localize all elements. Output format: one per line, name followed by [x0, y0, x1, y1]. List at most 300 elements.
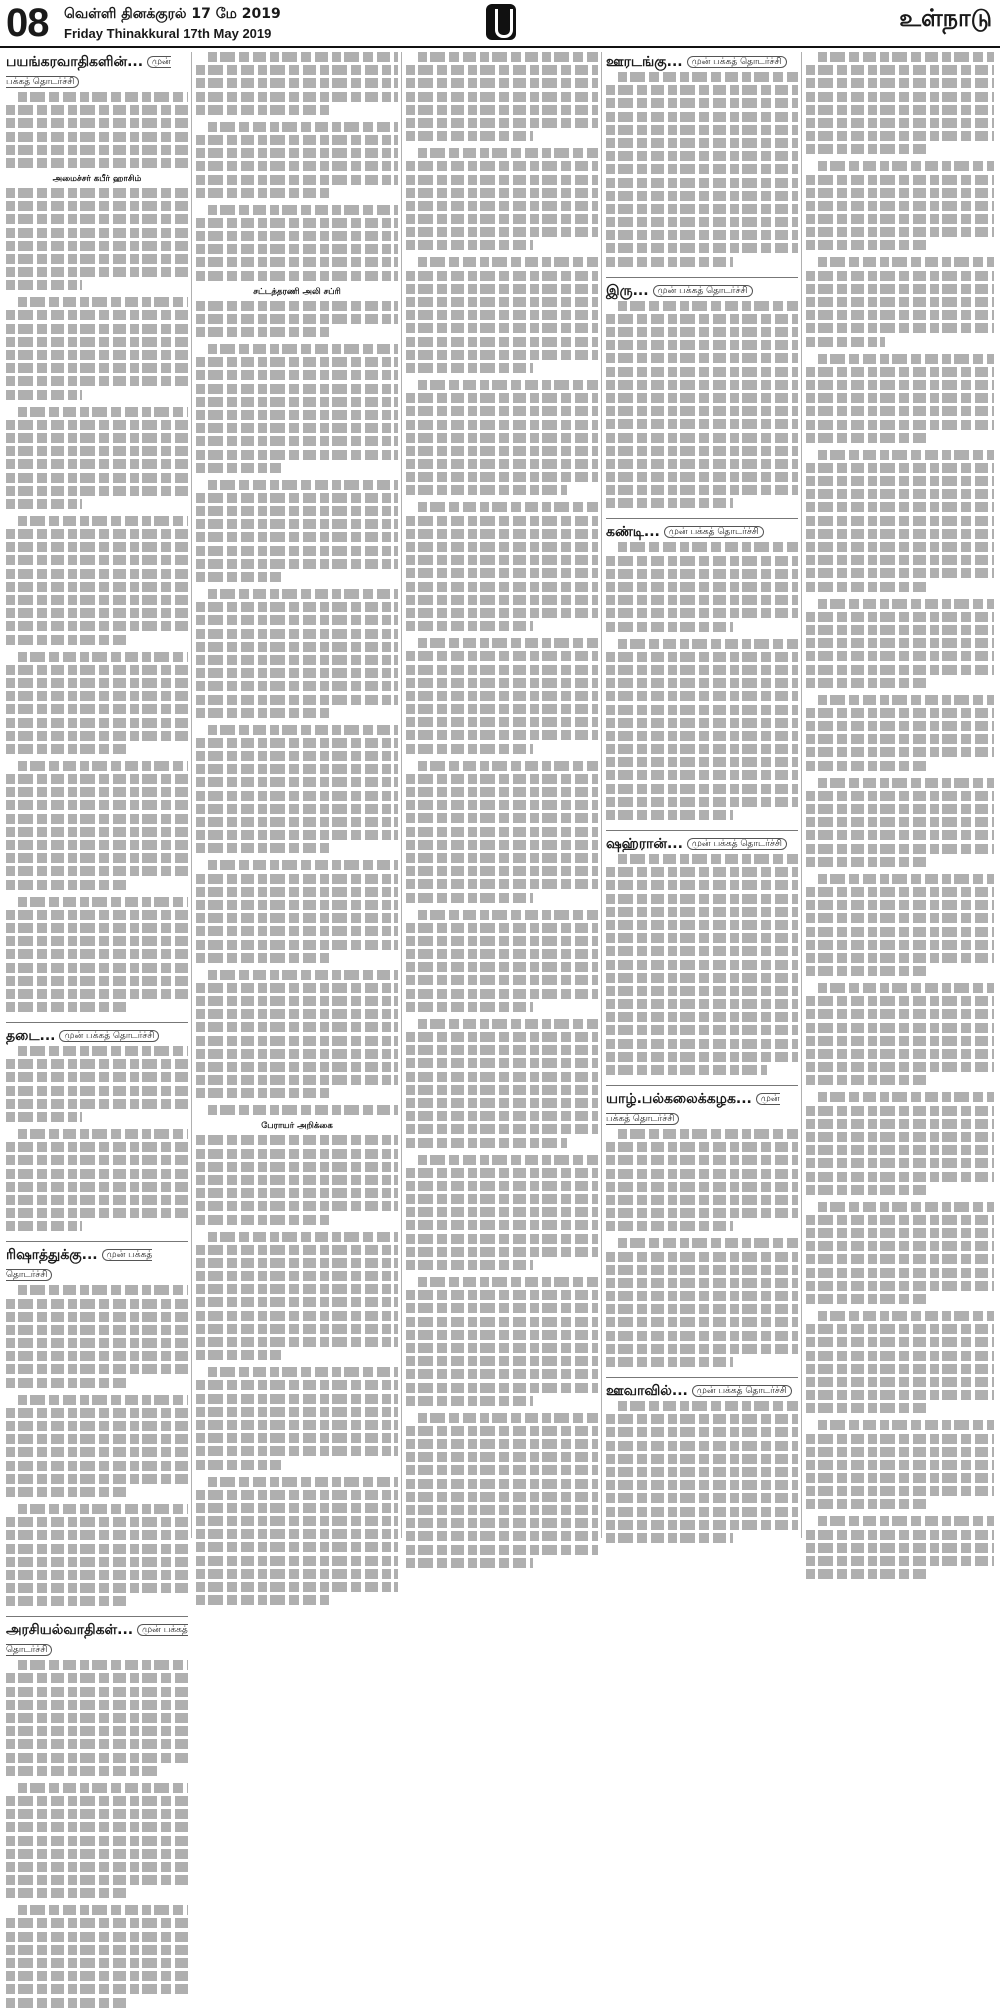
- body-text-line: [606, 718, 798, 728]
- body-text-line: [406, 1465, 598, 1475]
- body-text-line: [606, 353, 798, 363]
- body-text-line: [606, 622, 733, 632]
- body-text-line: [196, 642, 398, 652]
- body-text-line: [196, 602, 398, 612]
- body-text-line: [406, 853, 598, 863]
- body-text-line: [406, 516, 598, 526]
- body-text-line: [6, 241, 188, 251]
- body-text-line: [6, 1739, 188, 1749]
- body-text-line: [196, 843, 329, 853]
- body-text-line: [6, 1325, 188, 1335]
- page-header: [0, 0, 1000, 48]
- article: [6, 1241, 188, 1606]
- body-text-line: [6, 145, 188, 155]
- body-text-line: [18, 1129, 188, 1139]
- body-text-line: [806, 817, 994, 827]
- body-text-line: [6, 132, 188, 142]
- body-text-line: [406, 271, 598, 281]
- body-text-line: [618, 301, 798, 311]
- body-text-line: [806, 1556, 994, 1566]
- body-text-line: [406, 1479, 598, 1489]
- body-text-line: [806, 651, 994, 661]
- body-text-line: [606, 151, 798, 161]
- body-text-line: [6, 1182, 188, 1192]
- body-text-line: [806, 78, 994, 88]
- body-text-line: [818, 1420, 994, 1430]
- body-text-line: [806, 489, 994, 499]
- body-text-line: [208, 122, 398, 132]
- body-text-line: [196, 695, 398, 705]
- continued-badge: முன் பக்கத் தொடர்ச்சி: [59, 1030, 159, 1042]
- body-text-line: [806, 433, 930, 443]
- body-text-line: [606, 894, 798, 904]
- body-text-line: [6, 1673, 188, 1683]
- body-text-line: [806, 297, 994, 307]
- body-text-line: [196, 1311, 398, 1321]
- article-heading-text: அரசியல்வாதிகள்...: [6, 1622, 134, 1639]
- body-text-line: [406, 1111, 598, 1121]
- body-text-line: [406, 665, 598, 675]
- body-text-line: [606, 652, 798, 662]
- body-text-line: [806, 747, 994, 757]
- body-text-line: [606, 1142, 798, 1152]
- column-rule: [401, 52, 402, 1538]
- body-text-line: [6, 529, 188, 539]
- body-text-line: [406, 800, 598, 810]
- body-text-line: [6, 1570, 188, 1580]
- body-text-line: [406, 1383, 598, 1393]
- body-text-line: [6, 1596, 126, 1606]
- body-text-line: [606, 1195, 798, 1205]
- body-text-line: [18, 1395, 188, 1405]
- body-text-line: [196, 1009, 398, 1019]
- article-heading: [6, 52, 188, 92]
- body-text-line: [606, 98, 798, 108]
- body-text-line: [196, 301, 398, 311]
- article-heading: [6, 1620, 188, 1660]
- body-text-line: [406, 949, 598, 959]
- body-text-line: [6, 363, 188, 373]
- body-text-line: [6, 1072, 188, 1082]
- body-text-line: [806, 1158, 994, 1168]
- body-text-line: [196, 1433, 398, 1443]
- body-text-line: [606, 230, 798, 240]
- body-text-line: [818, 257, 994, 267]
- body-text-line: [196, 1284, 398, 1294]
- body-text-line: [806, 1145, 994, 1155]
- body-text-line: [806, 804, 994, 814]
- body-text-line: [6, 214, 188, 224]
- body-text-line: [606, 327, 798, 337]
- body-text-line: [196, 231, 398, 241]
- column-1: [6, 52, 188, 1656]
- body-text-line: [806, 1228, 994, 1238]
- body-text-line: [406, 608, 598, 618]
- body-text-line: [606, 257, 733, 267]
- body-text-line: [418, 502, 598, 512]
- body-text-line: [6, 1875, 188, 1885]
- article: [6, 52, 188, 1012]
- body-text-line: [196, 1271, 398, 1281]
- body-text-line: [196, 1088, 329, 1098]
- body-text-line: [406, 337, 598, 347]
- section-title: உள்நாடு: [899, 4, 992, 32]
- body-text-line: [606, 1182, 798, 1192]
- article: [606, 518, 798, 820]
- body-text-line: [208, 480, 398, 490]
- article-heading: [606, 834, 798, 854]
- body-text-line: [196, 1542, 398, 1552]
- body-text-line: [196, 1162, 398, 1172]
- body-text-line: [406, 1181, 598, 1191]
- body-text-line: [208, 589, 398, 599]
- body-text-line: [406, 420, 598, 430]
- body-text-line: [196, 257, 398, 267]
- body-text-line: [806, 1036, 994, 1046]
- body-text-line: [806, 1434, 994, 1444]
- body-text-line: [606, 1155, 798, 1165]
- body-text-line: [6, 949, 188, 959]
- body-text-line: [196, 1407, 398, 1417]
- article-heading: [606, 522, 798, 542]
- article: [806, 52, 994, 1579]
- body-text-line: [806, 337, 885, 347]
- body-text-line: [18, 897, 188, 907]
- body-text-line: [406, 787, 598, 797]
- body-text-line: [606, 986, 798, 996]
- body-text-line: [406, 975, 598, 985]
- body-text-line: [806, 612, 994, 622]
- body-text-line: [806, 502, 994, 512]
- article-heading-text: ஊரடங்கு...: [606, 54, 683, 70]
- body-text-line: [196, 1420, 398, 1430]
- body-text-line: [806, 791, 994, 801]
- body-text-line: [406, 1045, 598, 1055]
- body-text-line: [196, 1258, 398, 1268]
- body-text-line: [606, 138, 798, 148]
- body-text-line: [6, 1849, 188, 1859]
- body-text-line: [806, 721, 994, 731]
- body-text-line: [606, 1065, 767, 1075]
- body-text-line: [406, 936, 598, 946]
- body-text-line: [406, 651, 598, 661]
- body-text-line: [196, 370, 398, 380]
- column-rule: [191, 52, 192, 1538]
- body-text-line: [196, 397, 398, 407]
- body-text-line: [606, 485, 798, 495]
- body-text-line: [606, 810, 733, 820]
- body-text-line: [806, 284, 994, 294]
- body-text-line: [6, 1208, 188, 1218]
- body-text-line: [406, 827, 598, 837]
- body-text-line: [806, 201, 994, 211]
- body-text-line: [196, 751, 398, 761]
- body-text-line: [6, 267, 188, 277]
- body-text-line: [196, 65, 398, 75]
- body-text-line: [806, 761, 930, 771]
- body-text-line: [196, 357, 398, 367]
- body-text-line: [196, 175, 398, 185]
- body-text-line: [6, 1530, 188, 1540]
- body-text-line: [196, 314, 398, 324]
- body-text-line: [406, 1558, 533, 1568]
- body-text-line: [418, 1155, 598, 1165]
- body-text-line: [406, 813, 598, 823]
- article: [406, 52, 598, 1568]
- body-text-line: [6, 1221, 82, 1231]
- body-text-line: [806, 393, 994, 403]
- body-text-line: [806, 406, 994, 416]
- body-text-line: [196, 817, 398, 827]
- article: [6, 1616, 188, 2007]
- body-text-line: [806, 65, 994, 75]
- body-text-line: [196, 546, 398, 556]
- body-text-line: [196, 940, 398, 950]
- body-text-line: [6, 731, 188, 741]
- body-text-line: [606, 691, 798, 701]
- body-text-line: [406, 161, 598, 171]
- body-text-line: [6, 420, 188, 430]
- body-text-line: [6, 1958, 188, 1968]
- body-text-line: [606, 556, 798, 566]
- body-text-line: [606, 204, 798, 214]
- continued-badge: முன் பக்கத் தொடர்ச்சி: [6, 1250, 153, 1281]
- body-text-line: [806, 1351, 994, 1361]
- body-text-line: [606, 314, 798, 324]
- article-heading-text: ஊவாவில்...: [606, 1383, 688, 1399]
- body-text-line: [806, 463, 994, 473]
- body-text-line: [806, 1185, 930, 1195]
- body-text-line: [196, 777, 398, 787]
- body-text-line: [196, 463, 281, 473]
- body-text-line: [418, 257, 598, 267]
- body-text-line: [196, 804, 398, 814]
- body-text-line: [18, 1783, 188, 1793]
- body-text-line: [6, 1086, 188, 1096]
- body-text-line: [406, 704, 598, 714]
- body-text-line: [406, 118, 598, 128]
- body-text-line: [196, 519, 398, 529]
- body-text-line: [406, 214, 598, 224]
- body-text-line: [18, 1046, 188, 1056]
- body-text-line: [406, 78, 598, 88]
- article-subhead: சட்டத்தரணி அலி சப்ரி: [253, 286, 341, 297]
- body-text-line: [196, 1582, 398, 1592]
- body-text-line: [606, 1441, 798, 1451]
- body-text-line: [806, 92, 994, 102]
- body-text-line: [606, 1012, 798, 1022]
- body-text-line: [6, 1434, 188, 1444]
- body-text-line: [6, 1544, 188, 1554]
- body-text-line: [6, 582, 188, 592]
- body-text-line: [406, 446, 598, 456]
- body-text-line: [6, 800, 188, 810]
- body-text-line: [806, 1106, 994, 1116]
- body-text-line: [806, 1294, 930, 1304]
- body-text-line: [196, 983, 398, 993]
- body-text-line: [6, 744, 126, 754]
- body-text-line: [406, 1098, 598, 1108]
- body-text-line: [606, 1331, 798, 1341]
- body-text-line: [818, 874, 994, 884]
- body-text-line: [818, 450, 994, 460]
- body-text-line: [6, 774, 188, 784]
- body-text-line: [6, 880, 126, 890]
- body-text-line: [208, 1105, 398, 1115]
- body-text-line: [606, 797, 798, 807]
- body-text-line: [196, 1516, 398, 1526]
- body-text-line: [196, 655, 398, 665]
- body-text-line: [406, 621, 533, 631]
- body-text-line: [406, 472, 598, 482]
- body-text-line: [418, 1413, 598, 1423]
- body-text-line: [6, 1487, 126, 1497]
- body-text-line: [806, 1460, 994, 1470]
- body-text-line: [196, 1446, 398, 1456]
- body-text-line: [406, 1220, 598, 1230]
- body-text-line: [806, 240, 930, 250]
- article-heading: [606, 52, 798, 72]
- body-text-line: [606, 1304, 798, 1314]
- body-text-line: [606, 393, 798, 403]
- body-text-line: [6, 718, 188, 728]
- body-text-line: [418, 910, 598, 920]
- body-text-line: [6, 1364, 188, 1374]
- body-text-line: [606, 946, 798, 956]
- body-text-line: [6, 446, 188, 456]
- body-text-line: [6, 228, 188, 238]
- body-text-line: [406, 131, 533, 141]
- body-text-line: [806, 1281, 994, 1291]
- body-text-line: [208, 1477, 398, 1487]
- body-text-line: [6, 1517, 188, 1527]
- article-heading-text: இரு...: [606, 282, 649, 299]
- body-text-line: [6, 827, 188, 837]
- body-text-line: [406, 1002, 533, 1012]
- body-text-line: [406, 406, 598, 416]
- body-text-line: [196, 92, 398, 102]
- body-text-line: [406, 879, 598, 889]
- body-text-line: [606, 1317, 798, 1327]
- body-text-line: [418, 52, 598, 62]
- body-text-line: [806, 1377, 994, 1387]
- body-text-line: [406, 1138, 567, 1148]
- body-text-line: [406, 92, 598, 102]
- body-text-line: [6, 542, 188, 552]
- body-text-line: [196, 572, 281, 582]
- body-text-line: [6, 1862, 188, 1872]
- body-text-line: [806, 1075, 930, 1085]
- body-text-line: [406, 1426, 598, 1436]
- body-text-line: [196, 1245, 398, 1255]
- body-text-line: [6, 787, 188, 797]
- body-text-line: [406, 1124, 598, 1134]
- body-text-line: [806, 844, 994, 854]
- body-text-line: [6, 459, 188, 469]
- body-text-line: [406, 201, 598, 211]
- body-text-line: [196, 1569, 398, 1579]
- body-text-line: [6, 1984, 188, 1994]
- body-text-line: [606, 1493, 798, 1503]
- body-text-line: [606, 880, 798, 890]
- body-text-line: [196, 615, 398, 625]
- body-text-line: [606, 1533, 733, 1543]
- body-text-line: [606, 1344, 798, 1354]
- body-text-line: [6, 1099, 188, 1109]
- body-text-line: [196, 830, 398, 840]
- body-text-line: [806, 1447, 994, 1457]
- article-heading: [6, 1026, 188, 1046]
- body-text-line: [196, 188, 329, 198]
- body-text-line: [806, 476, 994, 486]
- body-text-line: [606, 1454, 798, 1464]
- body-text-line: [806, 638, 994, 648]
- body-text-line: [418, 148, 598, 158]
- body-text-line: [606, 920, 798, 930]
- body-text-line: [6, 840, 188, 850]
- body-text-line: [406, 840, 598, 850]
- body-text-line: [6, 1421, 188, 1431]
- body-text-line: [196, 1149, 398, 1159]
- body-text-line: [606, 217, 798, 227]
- body-text-line: [606, 1357, 733, 1367]
- body-text-line: [418, 1019, 598, 1029]
- body-text-line: [606, 367, 798, 377]
- body-text-line: [606, 446, 798, 456]
- body-text-line: [6, 433, 188, 443]
- body-text-line: [6, 337, 188, 347]
- body-text-line: [806, 1569, 930, 1579]
- body-text-line: [6, 188, 188, 198]
- body-text-line: [818, 1516, 994, 1526]
- body-text-line: [6, 963, 188, 973]
- body-text-line: [806, 1241, 994, 1251]
- body-text-line: [606, 1427, 798, 1437]
- body-text-line: [6, 1796, 188, 1806]
- body-text-line: [196, 148, 398, 158]
- body-text-line: [196, 926, 398, 936]
- body-text-line: [606, 406, 798, 416]
- body-text-line: [6, 555, 188, 565]
- body-text-line: [406, 1492, 598, 1502]
- continued-badge: முன் பக்கத் தொடர்ச்சி: [6, 57, 171, 87]
- body-text-line: [196, 1529, 398, 1539]
- body-text-line: [406, 542, 598, 552]
- body-text-line: [406, 730, 598, 740]
- body-text-line: [806, 1543, 994, 1553]
- body-text-line: [6, 1447, 188, 1457]
- body-text-line: [806, 367, 994, 377]
- body-text-line: [806, 1268, 994, 1278]
- body-text-line: [6, 1312, 188, 1322]
- body-text-line: [406, 350, 598, 360]
- body-text-line: [418, 1277, 598, 1287]
- body-text-line: [406, 297, 598, 307]
- body-text-line: [6, 1998, 126, 2008]
- article-heading-text: பயங்கரவாதிகளின்...: [6, 54, 144, 70]
- article: [606, 830, 798, 1075]
- body-text-line: [196, 559, 398, 569]
- body-text-line: [18, 1660, 188, 1670]
- body-text-line: [6, 704, 188, 714]
- body-text-line: [818, 354, 994, 364]
- body-text-line: [208, 1367, 398, 1377]
- body-text-line: [806, 144, 930, 154]
- body-text-line: [196, 913, 398, 923]
- body-text-line: [196, 271, 398, 281]
- body-text-line: [806, 1403, 930, 1413]
- body-text-line: [208, 344, 398, 354]
